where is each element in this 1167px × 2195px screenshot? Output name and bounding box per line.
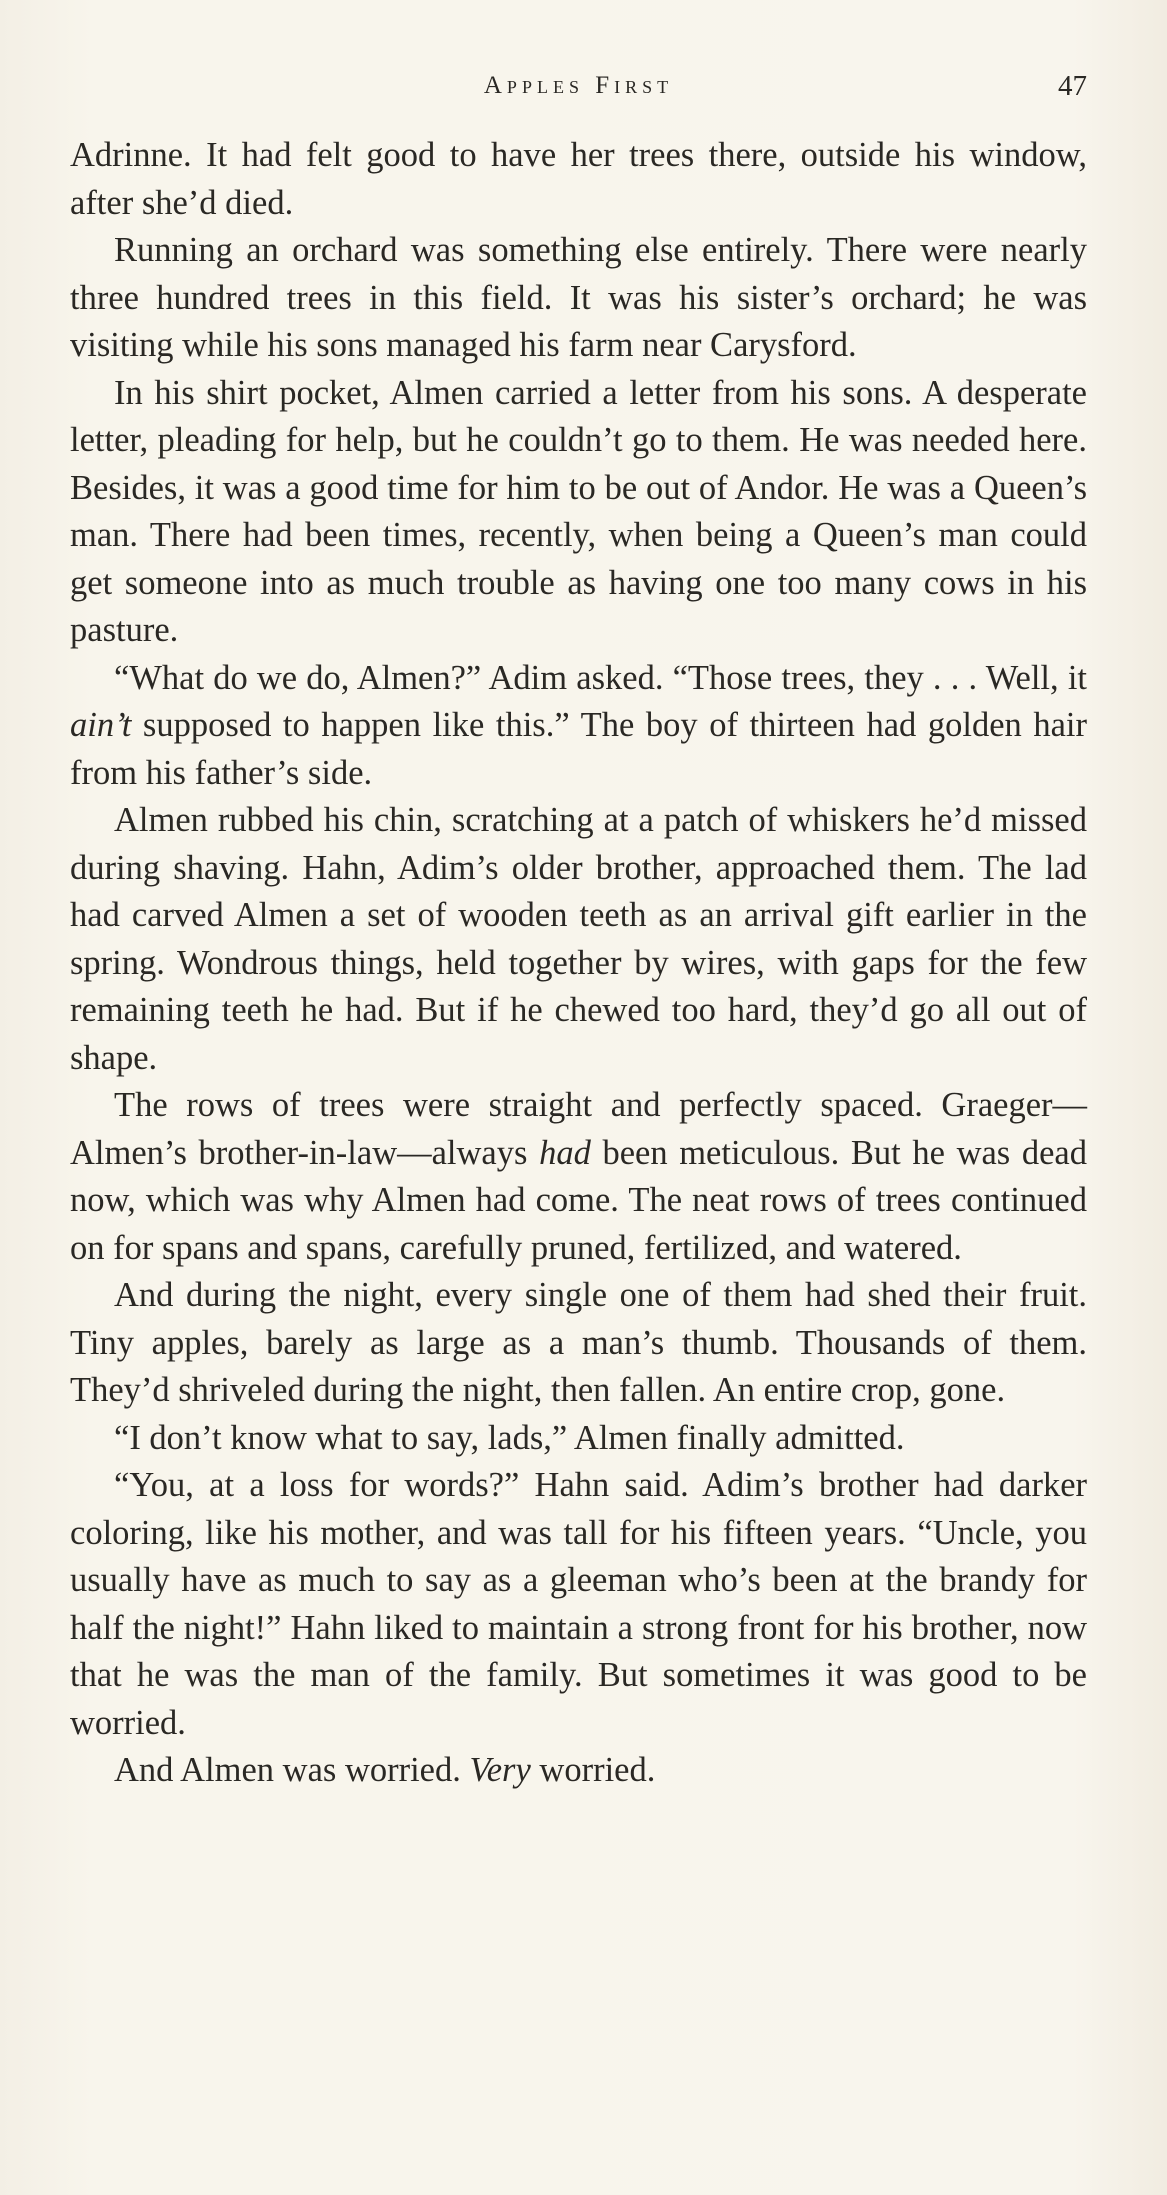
running-head	[70, 66, 1087, 106]
italic-text: had	[539, 1133, 591, 1172]
paragraph	[70, 1462, 1087, 1747]
paragraph-text: And Almen was worried.	[114, 1751, 470, 1789]
paragraph-text: worried.	[530, 1751, 656, 1789]
paragraph	[70, 370, 1087, 655]
paragraph-text: Almen rubbed his chin, scratching at a patch of whiskers he’d missed during shaving. Hahn, Adim’s older brother, approached them. The lad had carved Almen a set of wooden teeth as an arrival gift earlier in the spring. Wondrous things, held together by wires, with gaps for the few remaining teeth he had. But if he chewed too hard, they’d go all out of shape.	[70, 801, 1087, 1077]
paragraph	[70, 1415, 1087, 1463]
paragraph-text: Running an orchard was something else entirely. There were nearly three hundred trees in this field. It was his sister’s orchard; he was visiting while his sons managed his farm near Carysford.	[70, 231, 1087, 364]
running-title: Apples First	[483, 72, 674, 99]
paragraph	[70, 132, 1087, 227]
paragraph-text: In his shirt pocket, Almen carried a letter from his sons. A desperate letter, pleading for help, but he couldn’t go to them. He was needed here. Besides, it was a good time for him to be out of Andor. He was a Queen’s man. There had been times, recently, when being a Queen’s man could get someone into as much trouble as having one too many cows in his pasture.	[70, 373, 1087, 649]
paragraph-text: The rows of trees were straight and perfectly spaced. Graeger—Almen’s brother-in-law—always	[70, 1086, 1087, 1172]
paragraph-text: Adrinne. It had felt good to have her trees there, outside his window, after she’d died.	[70, 136, 1087, 222]
paragraph-text: been meticulous. But he was dead now, which was why Almen had come. The neat rows of trees continued on for spans and spans, carefully pruned, fertilized, and watered.	[70, 1133, 1087, 1267]
italic-text: ain’t	[70, 706, 132, 744]
paragraph	[70, 1272, 1087, 1415]
paragraph	[70, 1082, 1087, 1272]
paragraph	[70, 797, 1087, 1082]
page-number: 47	[1058, 70, 1087, 102]
paragraph-text: “What do we do, Almen?” Adim asked. “Those trees, they . . . Well, it	[114, 658, 1087, 697]
paragraph	[70, 1747, 1087, 1795]
paragraph-text: “You, at a loss for words?” Hahn said. Adim’s brother had darker coloring, like his mother, and was tall for his fifteen years. “Uncle, you usually have as much to say as a gleeman who’s been at the brandy for half the night!” Hahn liked to maintain a strong front for his brother, now that he was the man of the family. But sometimes it was good to be worried.	[70, 1466, 1087, 1742]
italic-text: Very	[469, 1751, 531, 1789]
paragraph-text: “I don’t know what to say, lads,” Almen finally admitted.	[114, 1418, 905, 1457]
paragraph	[70, 655, 1087, 798]
body-text	[70, 132, 1087, 1795]
paragraph-text: supposed to happen like this.” The boy of thirteen had golden hair from his father’s side.	[70, 706, 1087, 792]
paragraph-text: And during the night, every single one of them had shed their fruit. Tiny apples, barely as large as a man’s thumb. Thousands of them. They’d shriveled during the night, then fallen. An entire crop, gone.	[70, 1276, 1087, 1409]
paragraph	[70, 227, 1087, 370]
